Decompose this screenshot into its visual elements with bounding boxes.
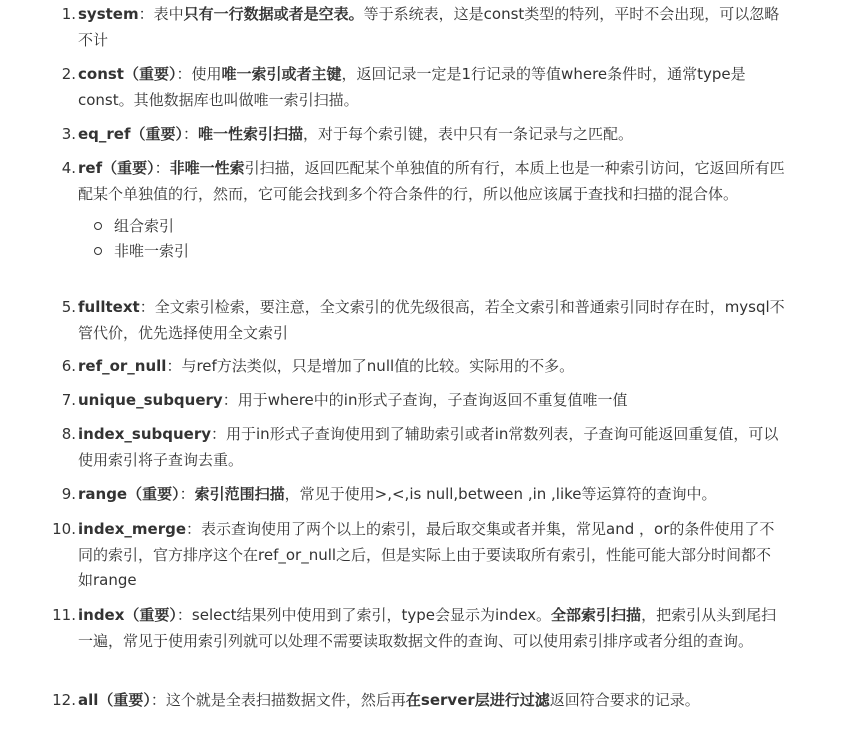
item-text: ：与ref方法类似，只是增加了null值的比较。实际用的不多。	[166, 357, 575, 375]
item-text: ：	[179, 485, 195, 503]
item-text-bold: 索引范围扫描	[194, 485, 285, 503]
list-item	[61, 422, 786, 473]
item-number: 7.	[61, 391, 76, 409]
item-text: ：这个就是全表扫描数据文件，然后再	[150, 691, 406, 709]
item-number: 4.	[61, 159, 76, 177]
item-number: 3.	[61, 125, 76, 143]
item-text-bold: unique_subquery	[78, 391, 223, 409]
item-text-bold: system	[78, 5, 139, 23]
item-text: ：表中	[138, 5, 184, 23]
list-item	[61, 156, 786, 264]
item-text: ：	[154, 159, 170, 177]
item-text-bold: 唯一索引或者主键	[221, 65, 342, 83]
item-number: 2.	[61, 65, 76, 83]
item-text: ：全文索引检索，要注意，全文索引的优先级很高，若全文索引和普通索引同时存在时，mysql不管代价，优先选择使用全文索引	[78, 298, 785, 342]
item-text: ：使用	[176, 65, 222, 83]
item-text: ，把索引从头到尾扫一遍，常见于使用索引列就可以处理不需要读取数据文件的查询、可以使用索引排序或者分组的查询。	[78, 606, 777, 650]
item-number: 10.	[52, 520, 76, 538]
item-text-bold: index_merge	[78, 520, 187, 538]
list-item	[61, 388, 786, 414]
list-item	[61, 354, 786, 380]
item-number: 8.	[61, 425, 76, 443]
item-text-bold: 只有一行数据或者是空表。	[183, 5, 364, 23]
sub-list	[78, 214, 786, 264]
item-text-bold: ref_or_null	[78, 357, 167, 375]
item-text: ，常见于使用>,<,is null,between ,in ,like等运算符的查询中。	[284, 485, 717, 503]
item-text: 引扫描，返回匹配某个单独值的所有行，本质上也是一种索引访问，它返回所有匹配某个单独值的行，然而，它可能会找到多个符合条件的行，所以他应该属于查找和扫描的混合体。	[78, 159, 785, 203]
item-text: 等于系统表，这是const类型的特列，平时不会出现，可以忽略不计	[78, 5, 780, 49]
item-text-bold: fulltext	[78, 298, 140, 316]
item-text-bold: 在server层进行过滤	[405, 691, 550, 709]
list-item	[52, 517, 786, 594]
list-item	[61, 295, 786, 346]
item-text-bold: index_subquery	[78, 425, 212, 443]
list-item	[61, 482, 786, 508]
item-text-bold: 全部索引扫描	[551, 606, 642, 624]
list-item	[52, 688, 786, 714]
sub-list-item	[78, 214, 786, 239]
item-number: 12.	[52, 691, 76, 709]
item-text-bold: 非唯一性索	[169, 159, 245, 177]
item-text-bold: eq_ref（重要）	[78, 125, 184, 143]
item-text: ：	[183, 125, 199, 143]
item-text-bold: const（重要）	[78, 65, 177, 83]
item-number: 9.	[61, 485, 76, 503]
item-number: 1.	[61, 5, 76, 23]
item-text-bold: index（重要）	[78, 606, 177, 624]
item-text-bold: ref（重要）	[78, 159, 155, 177]
circle-bullet-icon	[94, 222, 102, 230]
item-number: 6.	[61, 357, 76, 375]
item-text: ：select结果列中使用到了索引，type会显示为index。	[176, 606, 552, 624]
item-number: 5.	[61, 298, 76, 316]
item-text: ：表示查询使用了两个以上的索引，最后取交集或者并集，常见and ，or的条件使用了不同的索引，官方排序这个在ref_or_null之后，但是实际上由于要读取所有索引，性能可能大部分时间都不如range	[78, 520, 775, 589]
item-text: ：用于where中的in形式子查询，子查询返回不重复值唯一值	[222, 391, 628, 409]
circle-bullet-icon	[94, 247, 102, 255]
list-item	[61, 62, 786, 113]
sub-item-text: 非唯一索引	[114, 242, 190, 260]
sub-item-text: 组合索引	[114, 217, 175, 235]
sub-list-item	[78, 239, 786, 264]
item-text-bold: 唯一性索引扫描	[198, 125, 304, 143]
item-text: ，返回记录一定是1行记录的等值where条件时，通常type是const。其他数据库也叫做唯一索引扫描。	[78, 65, 746, 109]
list-item	[52, 603, 786, 654]
list-item	[61, 122, 786, 148]
item-number: 11.	[52, 606, 76, 624]
item-text: 返回符合要求的记录。	[549, 691, 700, 709]
item-text-bold: all（重要）	[78, 691, 151, 709]
item-text: ：用于in形式子查询使用到了辅助索引或者in常数列表，子查询可能返回重复值，可以使用索引将子查询去重。	[78, 425, 779, 469]
item-text: ，对于每个索引键，表中只有一条记录与之匹配。	[303, 125, 634, 143]
list-item	[61, 2, 786, 53]
item-text-bold: range（重要）	[78, 485, 180, 503]
